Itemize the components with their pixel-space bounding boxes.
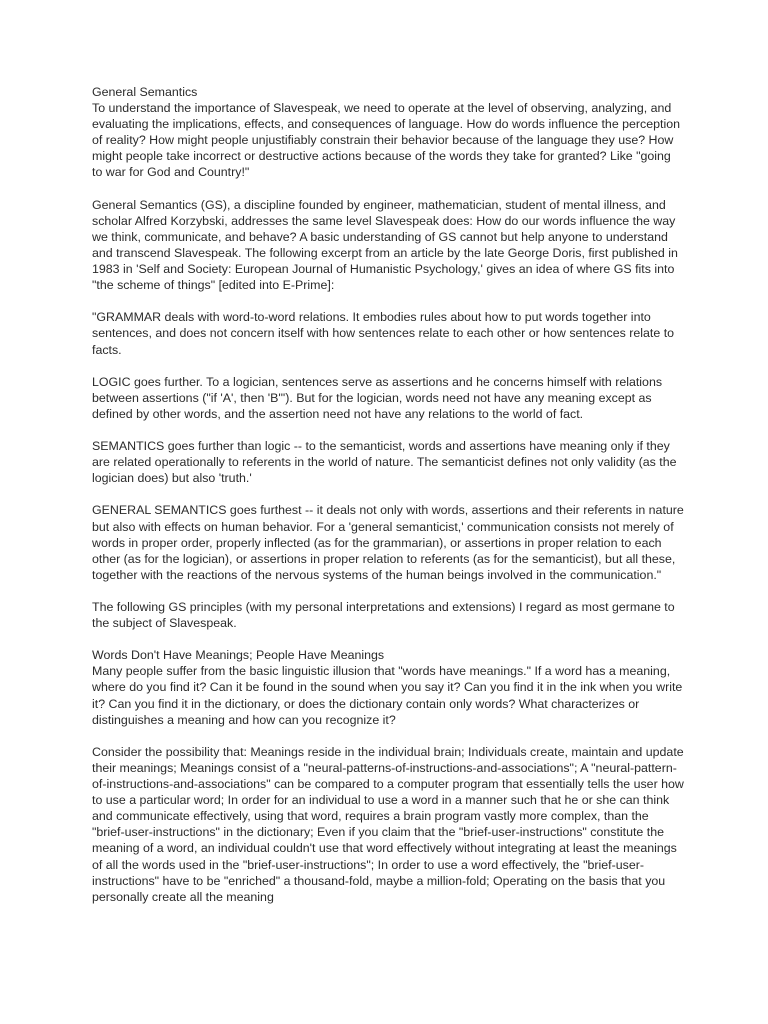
paragraph-semantics: SEMANTICS goes further than logic -- to the semanticist, words and assertions have meaning only if they are related operationally to referents in the world of nature. The semanticist defines not only validity (as the logician does) but also 'truth.' (92, 439, 677, 486)
intro-block (92, 84, 684, 181)
paragraph-general-semantics: GENERAL SEMANTICS goes furthest -- it deals not only with words, assertions and their referents in nature but also with effects on human behavior. For a 'general semanticist,' communication consists not merely of words in proper order, properly inflected (as for the grammarian), or assertions in proper relation to each other (as for the logician), or assertions in proper relation to referents (as for the semanticist), but all these, together with the reactions of the nervous systems of the human beings involved in the communication." (92, 503, 684, 582)
section-heading: Words Don't Have Meanings; People Have Meanings (92, 648, 385, 663)
section-body-paragraph: Consider the possibility that: Meanings reside in the individual brain; Individuals create, maintain and update their meanings; Meanings consist of a "neural-patterns-of-instructions-and-associations"; A "neural-pattern-of-instructions-and-associations" can be compared to a computer program that essentially tells the user how to use a particular word; In order for an individual to use a word in a manner such that he or she can think and communicate effectively, using that word, requires a brain program vastly more complex, than the "brief-user-instructions" in the dictionary; Even if you claim that the "brief-user-instructions" constitute the meaning of a word, an individual couldn't use that word effectively without integrating at least the meanings of all the words used in the "brief-user-instructions"; In order to use a word effectively, the "brief-user-instructions" have to be "enriched" a thousand-fold, maybe a million-fold; Operating on the basis that you personally create all the meaning (92, 744, 684, 904)
paragraph-grammar: "GRAMMAR deals with word-to-word relations. It embodies rules about how to put words together into sentences, and does not concern itself with how sentences relate to each other or how sentences relate to facts. (92, 310, 675, 357)
paragraph-logic: LOGIC goes further. To a logician, sentences serve as assertions and he concerns himself with relations between assertions ("if 'A', then 'B'"). But for the logician, words need not have any meaning except as defined by other words, and the assertion need not have any relations to the world of fact. (92, 374, 663, 421)
paragraph-gs-definition: General Semantics (GS), a discipline founded by engineer, mathematician, student of mental illness, and scholar Alfred Korzybski, addresses the same level Slavespeak does: How do our words influence the way we think, communicate, and behave? A basic understanding of GS cannot but help anyone to understand and transcend Slavespeak. The following excerpt from an article by the late George Doris, first published in 1983 in 'Self and Society: European Journal of Humanistic Psychology,' gives an idea of where GS fits into "the scheme of things" [edited into E-Prime]: (92, 197, 678, 293)
section-intro-paragraph: Many people suffer from the basic linguistic illusion that "words have meanings." If a word has a meaning, where do you find it? Can it be found in the sound when you say it? Can you find it in the ink when you write it? Can you find it in the dictionary, or does the dictionary contain only words? What characterizes or distinguishes a meaning and how can you recognize it? (92, 664, 683, 727)
paragraph-principles: The following GS principles (with my personal interpretations and extensions) I regard as most germane to the subject of Slavespeak. (92, 600, 675, 631)
document-title: General Semantics (92, 85, 198, 99)
section-block (92, 647, 684, 727)
intro-paragraph: To understand the importance of Slavespeak, we need to operate at the level of observing, analyzing, and evaluating the implications, effects, and consequences of language. How do words influence the perception of reality? How might people unjustifiably constrain their behavior because of the language they use? How might people take incorrect or destructive actions because of the words they take for granted? Like "going to war for God and Country!" (92, 101, 681, 180)
document-page (92, 84, 684, 921)
